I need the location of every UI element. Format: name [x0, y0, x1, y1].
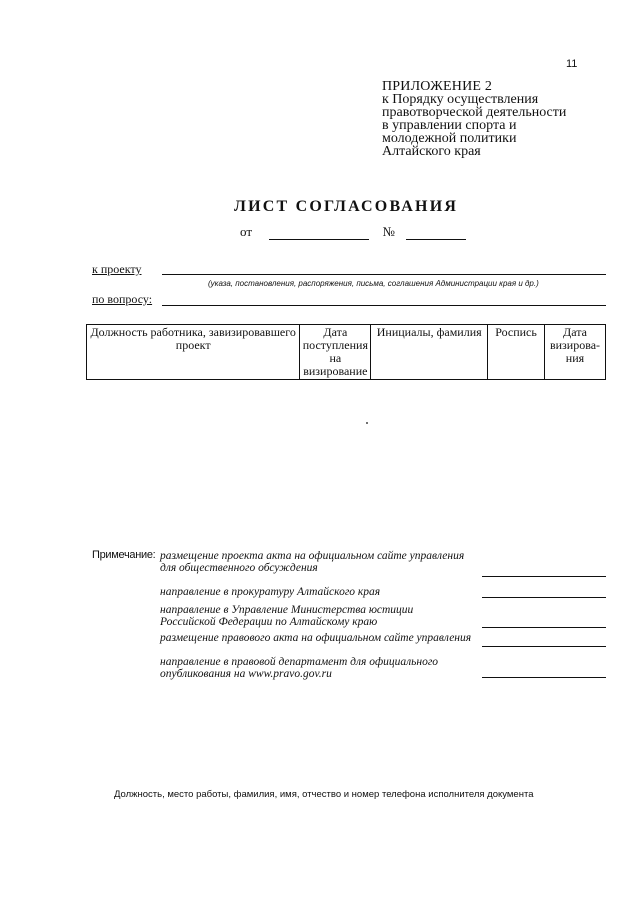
note-item-legal-act-site: размещение правового акта на официальном сайте управления: [160, 632, 472, 644]
document-title: ЛИСТ СОГЛАСОВАНИЯ: [234, 198, 459, 215]
note-date-line[interactable]: [482, 646, 606, 647]
appendix-header: [382, 80, 612, 158]
col-initials: Инициалы, фамилия: [371, 325, 488, 380]
stray-mark: [366, 422, 368, 424]
note-date-line[interactable]: [482, 597, 606, 598]
appendix-line: ПРИЛОЖЕНИЕ 2: [382, 79, 493, 94]
appendix-line: к Порядку осуществления: [382, 92, 539, 107]
number-label: №: [382, 224, 395, 239]
note-item-legal-department: направление в правовой департамент для официального опубликования на www.pravo.gov.ru: [160, 656, 439, 680]
col-date-approved: Дата визирова-ния: [544, 325, 605, 380]
question-label: по вопросу:: [92, 292, 153, 306]
note-date-line[interactable]: [482, 627, 606, 628]
project-field[interactable]: [162, 274, 606, 275]
from-label: от: [240, 224, 253, 239]
date-field[interactable]: [269, 227, 369, 240]
page-number: 11: [566, 58, 578, 70]
project-label: к проекту: [92, 262, 142, 276]
project-hint: (указа, постановления, распоряжения, письма, соглашения Администрации края и др.): [208, 279, 539, 288]
note-item-ministry: направление в Управление Министерства юстиции Российской Федерации по Алтайскому краю: [160, 604, 414, 628]
appendix-line: Алтайского края: [382, 144, 481, 159]
appendix-line: в управлении спорта и: [382, 118, 517, 133]
note-item-prosecutor: направление в прокуратуру Алтайского края: [160, 586, 381, 598]
approval-table: [86, 324, 606, 380]
note-item-public-discussion: размещение проекта акта на официальном сайте управления для общественного обсуждения: [160, 550, 465, 574]
note-date-line[interactable]: [482, 576, 606, 577]
appendix-line: молодежной политики: [382, 131, 517, 146]
appendix-line: правотворческой деятельности: [382, 105, 567, 120]
executor-info: Должность, место работы, фамилия, имя, отчество и номер телефона исполнителя документа: [114, 789, 534, 800]
note-label: Примечание:: [92, 549, 156, 561]
col-date-received: Дата поступления на визирование: [300, 325, 371, 380]
question-field[interactable]: [162, 305, 606, 306]
table-header-row: [87, 325, 606, 380]
note-date-line[interactable]: [482, 677, 606, 678]
col-signature: Роспись: [488, 325, 545, 380]
col-position: Должность работника, завизировавшего проект: [87, 325, 300, 380]
number-field[interactable]: [406, 227, 466, 240]
date-number-row: [240, 224, 466, 240]
